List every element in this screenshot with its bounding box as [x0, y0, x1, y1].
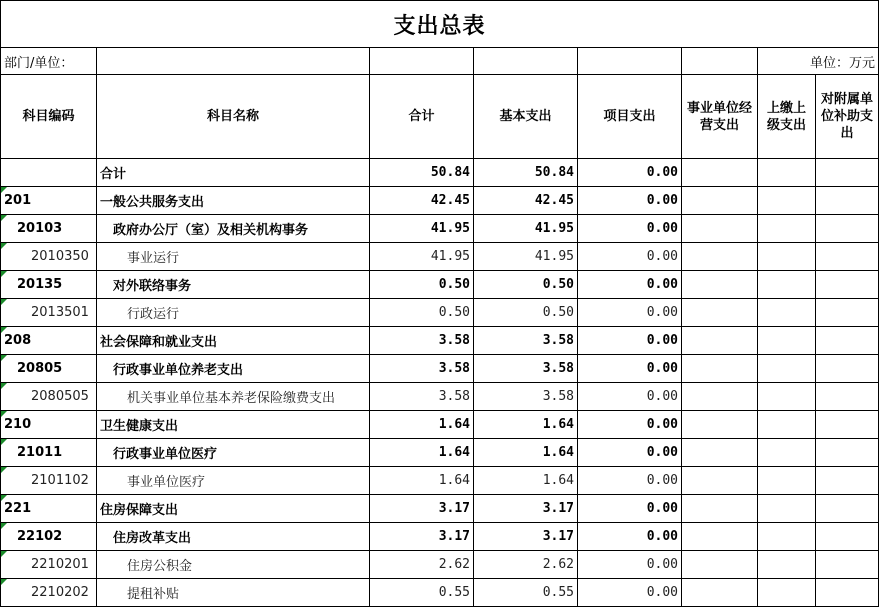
basic-cell[interactable]: 42.45: [474, 187, 578, 215]
empty-cell[interactable]: [816, 495, 879, 523]
header-project: 项目支出: [578, 75, 682, 159]
project-cell[interactable]: 0.00: [578, 271, 682, 299]
total-cell[interactable]: 41.95: [370, 243, 474, 271]
empty-cell[interactable]: [682, 159, 758, 187]
total-cell[interactable]: 41.95: [370, 215, 474, 243]
name-cell[interactable]: 行政事业单位养老支出: [97, 355, 370, 383]
empty-cell[interactable]: [816, 215, 879, 243]
total-cell[interactable]: 42.45: [370, 187, 474, 215]
basic-cell[interactable]: 1.64: [474, 411, 578, 439]
basic-cell[interactable]: 41.95: [474, 243, 578, 271]
empty-cell[interactable]: [758, 243, 816, 271]
project-cell[interactable]: 0.00: [578, 439, 682, 467]
table-row: [1, 299, 879, 327]
page-title: 支出总表: [1, 1, 879, 48]
header-total: 合计: [370, 75, 474, 159]
code-cell[interactable]: 210: [1, 411, 97, 439]
table-row: [1, 271, 879, 299]
empty-cell[interactable]: [816, 439, 879, 467]
code-cell[interactable]: 2080505: [1, 383, 97, 411]
code-cell[interactable]: 22102: [1, 523, 97, 551]
empty-cell[interactable]: [758, 215, 816, 243]
name-cell[interactable]: 住房保障支出: [97, 495, 370, 523]
total-cell[interactable]: 0.50: [370, 299, 474, 327]
table-row: [1, 411, 879, 439]
empty-cell[interactable]: [682, 327, 758, 355]
empty-cell[interactable]: [816, 523, 879, 551]
table-row: [1, 327, 879, 355]
unit-empty-cell[interactable]: [682, 48, 758, 75]
table-row: [1, 523, 879, 551]
empty-cell[interactable]: [682, 243, 758, 271]
table-row: [1, 355, 879, 383]
empty-cell[interactable]: [758, 579, 816, 607]
code-cell[interactable]: [1, 159, 97, 187]
name-cell[interactable]: 提租补贴: [97, 579, 370, 607]
empty-cell[interactable]: [682, 411, 758, 439]
cell-marker-icon: [1, 523, 7, 529]
empty-cell[interactable]: [816, 299, 879, 327]
empty-cell[interactable]: [682, 271, 758, 299]
table-row: [1, 495, 879, 523]
code-cell[interactable]: 2101102: [1, 467, 97, 495]
empty-cell[interactable]: [816, 467, 879, 495]
empty-cell[interactable]: [816, 579, 879, 607]
empty-cell[interactable]: [758, 299, 816, 327]
empty-cell[interactable]: [682, 187, 758, 215]
code-cell[interactable]: 2013501: [1, 299, 97, 327]
total-cell[interactable]: 3.58: [370, 383, 474, 411]
empty-cell[interactable]: [682, 299, 758, 327]
code-cell[interactable]: 2010350: [1, 243, 97, 271]
name-cell[interactable]: 事业运行: [97, 243, 370, 271]
project-cell[interactable]: 0.00: [578, 327, 682, 355]
unit-empty-cell[interactable]: [370, 48, 474, 75]
header-code: 科目编码: [1, 75, 97, 159]
project-cell[interactable]: 0.00: [578, 383, 682, 411]
empty-cell[interactable]: [682, 579, 758, 607]
unit-label: 单位：万元: [758, 48, 879, 75]
empty-cell[interactable]: [682, 215, 758, 243]
cell-marker-icon: [1, 411, 7, 417]
name-cell[interactable]: 卫生健康支出: [97, 411, 370, 439]
empty-cell[interactable]: [758, 271, 816, 299]
project-cell[interactable]: 0.00: [578, 299, 682, 327]
empty-cell[interactable]: [758, 383, 816, 411]
total-cell[interactable]: 3.58: [370, 355, 474, 383]
empty-cell[interactable]: [816, 411, 879, 439]
empty-cell[interactable]: [816, 383, 879, 411]
unit-empty-cell[interactable]: [474, 48, 578, 75]
cell-marker-icon: [1, 355, 7, 361]
cell-marker-icon: [1, 551, 7, 557]
empty-cell[interactable]: [758, 355, 816, 383]
cell-marker-icon: [1, 271, 7, 277]
name-cell[interactable]: 一般公共服务支出: [97, 187, 370, 215]
basic-cell[interactable]: 1.64: [474, 439, 578, 467]
header-subsidy: 对附属单位补助支出: [816, 75, 879, 159]
project-cell[interactable]: 0.00: [578, 215, 682, 243]
header-operation: 事业单位经营支出: [682, 75, 758, 159]
empty-cell[interactable]: [758, 327, 816, 355]
total-cell[interactable]: 0.50: [370, 271, 474, 299]
cell-marker-icon: [1, 187, 7, 193]
name-cell[interactable]: 行政事业单位医疗: [97, 439, 370, 467]
empty-cell[interactable]: [758, 467, 816, 495]
total-cell[interactable]: 2.62: [370, 551, 474, 579]
table-row: [1, 243, 879, 271]
dept-label: 部门/单位：: [1, 48, 97, 75]
dept-value-cell[interactable]: [97, 48, 370, 75]
table-row: [1, 551, 879, 579]
empty-cell[interactable]: [816, 187, 879, 215]
project-cell[interactable]: 0.00: [578, 579, 682, 607]
code-cell[interactable]: 2210201: [1, 551, 97, 579]
cell-marker-icon: [1, 467, 7, 473]
name-cell[interactable]: 住房改革支出: [97, 523, 370, 551]
empty-cell[interactable]: [682, 439, 758, 467]
empty-cell[interactable]: [758, 551, 816, 579]
table-row: [1, 215, 879, 243]
empty-cell[interactable]: [682, 467, 758, 495]
empty-cell[interactable]: [816, 355, 879, 383]
project-cell[interactable]: 0.00: [578, 159, 682, 187]
name-cell[interactable]: 对外联络事务: [97, 271, 370, 299]
empty-cell[interactable]: [816, 327, 879, 355]
basic-cell[interactable]: 3.17: [474, 495, 578, 523]
basic-cell[interactable]: 3.58: [474, 327, 578, 355]
cell-marker-icon: [1, 243, 7, 249]
name-cell[interactable]: 合计: [97, 159, 370, 187]
header-row: [1, 75, 879, 159]
code-cell[interactable]: 20805: [1, 355, 97, 383]
basic-cell[interactable]: 50.84: [474, 159, 578, 187]
basic-cell[interactable]: 3.17: [474, 523, 578, 551]
project-cell[interactable]: 0.00: [578, 551, 682, 579]
code-cell[interactable]: 2210202: [1, 579, 97, 607]
header-remit: 上缴上级支出: [758, 75, 816, 159]
unit-empty-cell[interactable]: [578, 48, 682, 75]
table-row: [1, 579, 879, 607]
empty-cell[interactable]: [816, 243, 879, 271]
project-cell[interactable]: 0.00: [578, 495, 682, 523]
name-cell[interactable]: 行政运行: [97, 299, 370, 327]
basic-cell[interactable]: 2.62: [474, 551, 578, 579]
cell-marker-icon: [1, 383, 7, 389]
empty-cell[interactable]: [758, 411, 816, 439]
empty-cell[interactable]: [682, 551, 758, 579]
table-row: [1, 159, 879, 187]
empty-cell[interactable]: [682, 495, 758, 523]
name-cell[interactable]: 社会保障和就业支出: [97, 327, 370, 355]
cell-marker-icon: [1, 215, 7, 221]
cell-marker-icon: [1, 439, 7, 445]
empty-cell[interactable]: [758, 187, 816, 215]
total-cell[interactable]: 3.58: [370, 327, 474, 355]
project-cell[interactable]: 0.00: [578, 523, 682, 551]
total-cell[interactable]: 1.64: [370, 439, 474, 467]
code-cell[interactable]: 208: [1, 327, 97, 355]
empty-cell[interactable]: [816, 271, 879, 299]
basic-cell[interactable]: 0.50: [474, 271, 578, 299]
name-cell[interactable]: 机关事业单位基本养老保险缴费支出: [97, 383, 370, 411]
project-cell[interactable]: 0.00: [578, 355, 682, 383]
project-cell[interactable]: 0.00: [578, 187, 682, 215]
total-cell[interactable]: 1.64: [370, 467, 474, 495]
code-cell[interactable]: 21011: [1, 439, 97, 467]
project-cell[interactable]: 0.00: [578, 467, 682, 495]
cell-marker-icon: [1, 327, 7, 333]
total-cell[interactable]: 50.84: [370, 159, 474, 187]
empty-cell[interactable]: [816, 551, 879, 579]
empty-cell[interactable]: [758, 523, 816, 551]
basic-cell[interactable]: 3.58: [474, 383, 578, 411]
total-cell[interactable]: 0.55: [370, 579, 474, 607]
basic-cell[interactable]: 41.95: [474, 215, 578, 243]
total-cell[interactable]: 3.17: [370, 523, 474, 551]
basic-cell[interactable]: 1.64: [474, 467, 578, 495]
table-row: [1, 187, 879, 215]
name-cell[interactable]: 住房公积金: [97, 551, 370, 579]
project-cell[interactable]: 0.00: [578, 411, 682, 439]
cell-marker-icon: [1, 495, 7, 501]
total-cell[interactable]: 3.17: [370, 495, 474, 523]
table-row: [1, 467, 879, 495]
basic-cell[interactable]: 0.55: [474, 579, 578, 607]
header-name: 科目名称: [97, 75, 370, 159]
basic-cell[interactable]: 0.50: [474, 299, 578, 327]
table-row: [1, 383, 879, 411]
empty-cell[interactable]: [816, 159, 879, 187]
project-cell[interactable]: 0.00: [578, 243, 682, 271]
header-basic: 基本支出: [474, 75, 578, 159]
basic-cell[interactable]: 3.58: [474, 355, 578, 383]
cell-marker-icon: [1, 299, 7, 305]
code-cell[interactable]: 20135: [1, 271, 97, 299]
empty-cell[interactable]: [758, 159, 816, 187]
name-cell[interactable]: 事业单位医疗: [97, 467, 370, 495]
empty-cell[interactable]: [758, 439, 816, 467]
name-cell[interactable]: 政府办公厅（室）及相关机构事务: [97, 215, 370, 243]
cell-marker-icon: [1, 579, 7, 585]
code-cell[interactable]: 201: [1, 187, 97, 215]
table-row: [1, 439, 879, 467]
empty-cell[interactable]: [682, 523, 758, 551]
code-cell[interactable]: 20103: [1, 215, 97, 243]
total-cell[interactable]: 1.64: [370, 411, 474, 439]
empty-cell[interactable]: [682, 355, 758, 383]
empty-cell[interactable]: [682, 383, 758, 411]
code-cell[interactable]: 221: [1, 495, 97, 523]
empty-cell[interactable]: [758, 495, 816, 523]
